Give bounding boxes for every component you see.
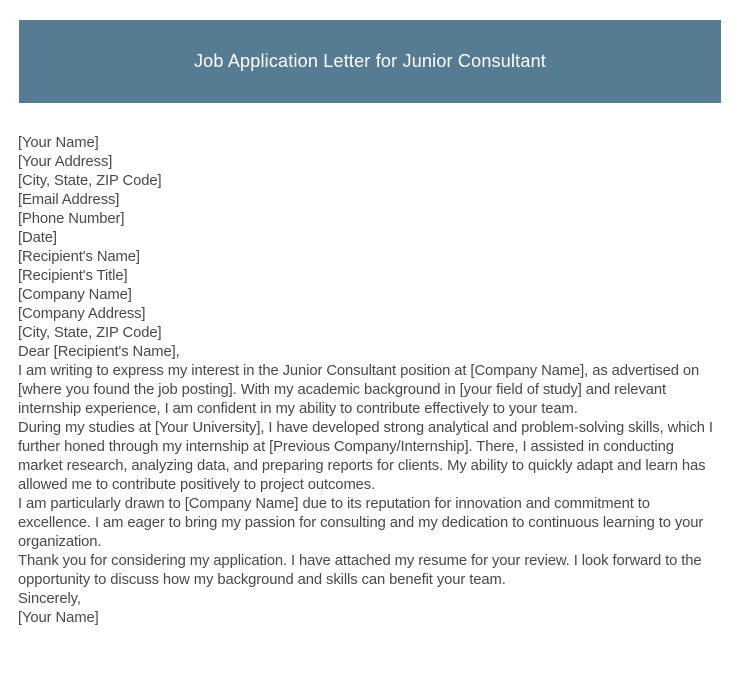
company-city-line: [City, State, ZIP Code] (18, 325, 162, 341)
sender-email-line: [Email Address] (18, 192, 120, 208)
sender-name-line: [Your Name] (18, 135, 99, 151)
company-name-line: [Company Name] (18, 287, 132, 303)
salutation-line: Dear [Recipient's Name], (18, 344, 180, 360)
closing-line: Sincerely, (18, 591, 81, 607)
letter-page (0, 20, 740, 687)
paragraph-thanks: Thank you for considering my application. I have attached my resume for your review. I look forward to the opportunity to discuss how my background and skills can benefit your team. (18, 553, 702, 588)
sender-phone-line: [Phone Number] (18, 211, 125, 227)
paragraph-intro: I am writing to express my interest in the Junior Consultant position at [Company Name], as advertised on [where you found the job posting]. With my academic background in [your field of study] and relevant internship experience, I am confident in my ability to contribute effectively to your team. (18, 363, 700, 417)
sender-address-line: [Your Address] (18, 154, 113, 170)
title-banner (19, 20, 721, 103)
sender-city-line: [City, State, ZIP Code] (18, 173, 162, 189)
recipient-name-line: [Recipient's Name] (18, 249, 140, 265)
company-address-line: [Company Address] (18, 306, 146, 322)
paragraph-motivation: I am particularly drawn to [Company Name] due to its reputation for innovation and commitment to excellence. I am eager to bring my passion for consulting and my dedication to continuous learning to your organization. (18, 496, 704, 550)
recipient-title-line: [Recipient's Title] (18, 268, 128, 284)
paragraph-experience: During my studies at [Your University], I have developed strong analytical and problem-solving skills, which I further honed through my internship at [Previous Company/Internship]. There, I assisted in conducting market research, analyzing data, and preparing reports for clients. My ability to quickly adapt and learn has allowed me to contribute positively to project outcomes. (18, 420, 713, 493)
page-title: Job Application Letter for Junior Consultant (193, 51, 546, 71)
date-line: [Date] (18, 230, 57, 246)
signature-line: [Your Name] (18, 610, 99, 626)
letter-body (18, 134, 722, 628)
